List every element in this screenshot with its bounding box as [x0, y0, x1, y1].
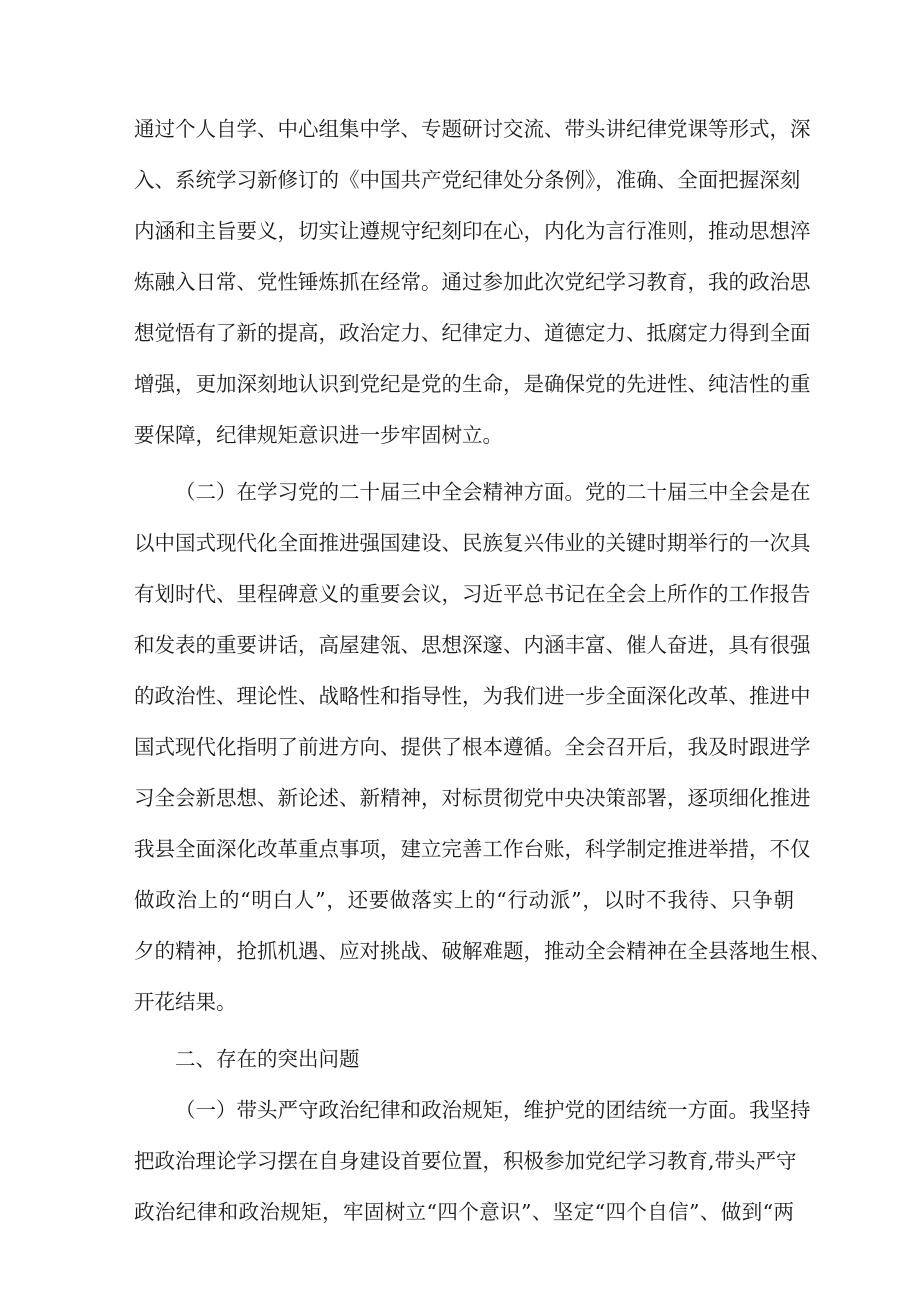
- paragraph-line: 和发表的重要讲话，高屋建瓴、思想深邃、内涵丰富、催人奋进，具有很强: [134, 633, 811, 657]
- paragraph-line: 入、系统学习新修订的《中国共产党纪律处分条例》，准确、全面把握深刻: [134, 168, 801, 192]
- paragraph-line: 把政治理论学习摆在自身建设首要位置，积极参加党纪学习教育,带头严守: [134, 1149, 797, 1173]
- paragraph-line: 我县全面深化改革重点事项，建立完善工作台账，科学制定推进举措，不仅: [134, 837, 811, 861]
- paragraph-line: 以中国式现代化全面推进强国建设、民族复兴伟业的关键时期举行的一次具: [134, 531, 811, 555]
- paragraph-line: 想觉悟有了新的提高，政治定力、纪律定力、道德定力、抵腐定力得到全面: [134, 321, 811, 345]
- paragraph-line: 夕的精神，抢抓机遇、应对挑战、破解难题，推动全会精神在全县落地生根、: [134, 939, 831, 963]
- paragraph-line: 增强，更加深刻地认识到党纪是党的生命，是确保党的先进性、纯洁性的重: [134, 372, 811, 396]
- paragraph-line: 政治纪律和政治规矩，牢固树立“四个意识”、坚定“四个自信”、做到“两: [134, 1200, 794, 1224]
- paragraph-line: 内涵和主旨要义，切实让遵规守纪刻印在心，内化为言行准则，推动思想淬: [134, 219, 811, 243]
- section-heading: 二、存在的突出问题: [175, 1047, 360, 1071]
- paragraph-line: 有划时代、里程碑意义的重要会议，习近平总书记在全会上所作的工作报告: [134, 582, 811, 606]
- paragraph-line: 炼融入日常、党性锤炼抓在经常。通过参加此次党纪学习教育，我的政治思: [134, 270, 811, 294]
- paragraph-line: 国式现代化指明了前进方向、提供了根本遵循。全会召开后，我及时跟进学: [134, 735, 811, 759]
- paragraph-line: 开花结果。: [134, 990, 237, 1014]
- paragraph-line: 要保障，纪律规矩意识进一步牢固树立。: [134, 423, 503, 447]
- paragraph-line: 通过个人自学、中心组集中学、专题研讨交流、带头讲纪律党课等形式，深: [134, 117, 811, 141]
- paragraph-line: 做政治上的“明白人”，还要做落实上的“行动派”，以时不我待、只争朝: [134, 888, 794, 912]
- paragraph-line: （一）带头严守政治纪律和政治规矩，维护党的团结统一方面。我坚持: [175, 1098, 811, 1122]
- paragraph-line: 的政治性、理论性、战略性和指导性，为我们进一步全面深化改革、推进中: [134, 684, 811, 708]
- paragraph-line: 习全会新思想、新论述、新精神，对标贯彻党中央决策部署，逐项细化推进: [134, 786, 811, 810]
- paragraph-line: （二）在学习党的二十届三中全会精神方面。党的二十届三中全会是在: [175, 480, 811, 504]
